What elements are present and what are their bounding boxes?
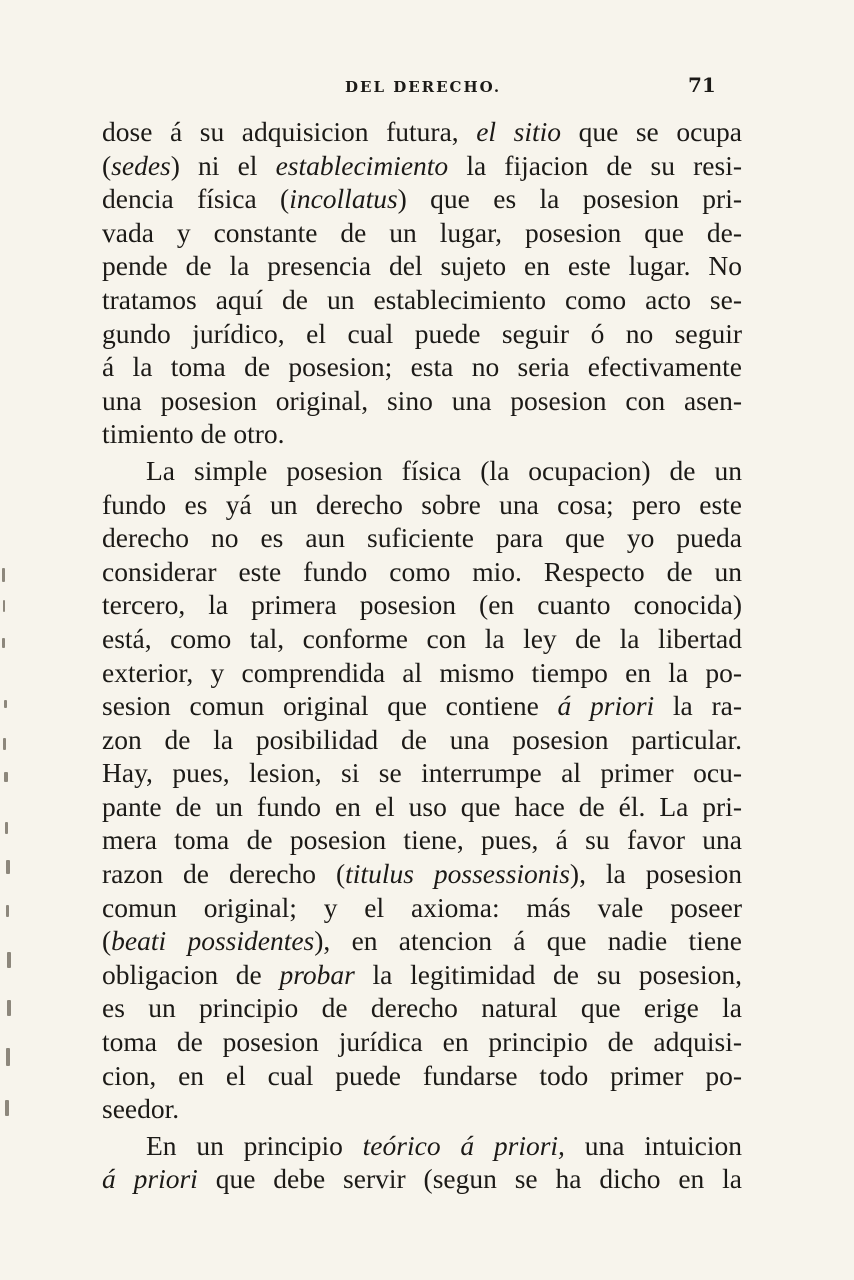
text-run: dose á su adquisicion futura, [102, 116, 477, 147]
text-line [102, 588, 742, 622]
text-run: ) que es la posesion pri- [397, 183, 743, 215]
italic-phrase: á priori [102, 1163, 198, 1195]
text-run: gundo jurídico, el cual puede seguir ó no seguir [102, 317, 742, 349]
text-line [102, 857, 742, 891]
text-line [102, 622, 742, 656]
italic-phrase: sedes [111, 149, 171, 181]
italic-phrase: teórico á priori, [362, 1129, 565, 1161]
text-line [102, 249, 742, 283]
italic-phrase: incollatus [289, 183, 398, 215]
text-run: vada y constante de un lugar, posesion que de- [102, 216, 742, 248]
text-line [102, 454, 742, 488]
italic-phrase: establecimiento [275, 149, 449, 181]
text-line [102, 1092, 742, 1126]
text-line [102, 488, 742, 522]
text-run: ) ni el [170, 149, 276, 181]
text-line [102, 417, 742, 451]
text-line [102, 283, 742, 317]
text-line [102, 521, 742, 555]
text-run: ), la posesion [569, 858, 742, 890]
text-line [102, 317, 742, 351]
text-line [102, 115, 742, 149]
text-run: La simple posesion física (la ocupacion) de un [146, 454, 742, 486]
italic-phrase: probar [279, 958, 355, 990]
italic-phrase: el sitio [476, 116, 562, 147]
text-run: la legitimidad de su posesion, [354, 958, 742, 990]
text-line [102, 555, 742, 589]
text-run: fundo es yá un derecho sobre una cosa; pero este [102, 488, 742, 520]
text-line [102, 823, 742, 857]
text-line [102, 958, 742, 992]
text-line [102, 756, 742, 790]
text-line [102, 216, 742, 250]
text-run: toma de posesion jurídica en principio de adquisi- [102, 1026, 742, 1058]
text-line [102, 656, 742, 690]
text-run: En un principio [146, 1129, 363, 1161]
italic-phrase: beati possidentes [111, 925, 315, 957]
text-run: tercero, la primera posesion (en cuanto conocida) [102, 589, 742, 621]
text-run: pante de un fundo en el uso que hace de él. La pri- [102, 790, 742, 822]
text-run: dencia física ( [102, 183, 290, 215]
text-run: la ra- [654, 690, 742, 722]
text-run: obligacion de [102, 958, 280, 990]
italic-phrase: titulus possessionis [345, 858, 570, 890]
text-run: mera toma de posesion tiene, pues, á su favor una [102, 824, 742, 856]
body-text [102, 115, 742, 1196]
text-line [102, 1025, 742, 1059]
text-run: que se ocupa [561, 116, 742, 147]
text-run: ), en atencion á que nadie tiene [314, 925, 742, 957]
text-run: una intuicion [564, 1129, 742, 1161]
text-line [102, 384, 742, 418]
text-run: timiento de otro. [102, 418, 285, 450]
text-line [102, 182, 742, 216]
text-run: está, como tal, conforme con la ley de la libertad [102, 622, 742, 654]
text-line [102, 891, 742, 925]
text-run: ( [102, 925, 112, 957]
text-run: cion, en el cual puede fundarse todo primer po- [102, 1059, 742, 1091]
text-run: comun original; y el axioma: más vale poseer [102, 891, 742, 923]
text-line [102, 1059, 742, 1093]
page-number: 71 [688, 73, 716, 97]
text-run: sesion comun original que contiene [102, 690, 558, 722]
margin-specks [0, 560, 20, 1120]
text-line [102, 991, 742, 1025]
text-line [102, 149, 742, 183]
text-run: pende de la presencia del sujeto en este lugar. No [102, 250, 742, 282]
text-run: Hay, pues, lesion, si se interrumpe al primer ocu- [102, 757, 742, 789]
text-run: considerar este fundo como mio. Respecto de un [102, 555, 742, 587]
running-head: DEL DERECHO. [345, 78, 502, 96]
italic-phrase: á priori [557, 690, 655, 722]
text-run: una posesion original, sino una posesion con asen- [102, 384, 742, 416]
text-run: tratamos aquí de un establecimiento como acto se- [102, 283, 742, 315]
text-line [102, 1129, 742, 1163]
text-run: la fijacion de su resi- [448, 149, 742, 181]
text-line [102, 790, 742, 824]
text-run: á la toma de posesion; esta no seria efectivamente [102, 351, 742, 383]
text-line [102, 350, 742, 384]
text-run: zon de la posibilidad de una posesion particular. [102, 723, 742, 755]
text-run: razon de derecho ( [102, 858, 346, 890]
text-run: ( [102, 149, 112, 181]
text-run: es un principio de derecho natural que erige la [102, 992, 742, 1024]
text-line [102, 723, 742, 757]
text-run: que debe servir (segun se ha dicho en la [197, 1163, 742, 1195]
text-line [102, 689, 742, 723]
text-run: exterior, y comprendida al mismo tiempo en la po- [102, 656, 742, 688]
text-run: derecho no es aun suficiente para que yo pueda [102, 522, 742, 554]
text-run: seedor. [102, 1093, 180, 1125]
text-line [102, 1162, 742, 1196]
text-line [102, 924, 742, 958]
